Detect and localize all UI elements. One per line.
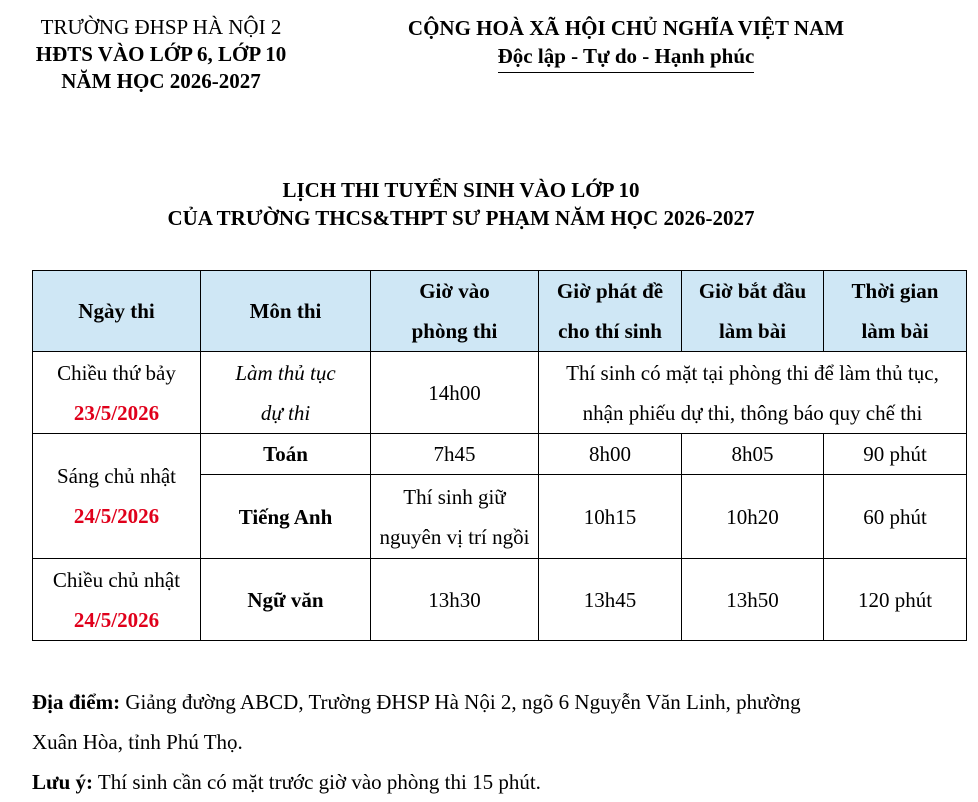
header-room-time-line-2: phòng thi (411, 319, 498, 343)
english-room-time (371, 475, 539, 559)
row1-room-time: 14h00 (371, 352, 539, 434)
row3-date-cell (33, 559, 201, 641)
note-label: Lưu ý: (32, 770, 94, 794)
math-subject: Toán (201, 434, 371, 475)
math-start-time: 8h05 (682, 434, 824, 475)
row2-date-text: Sáng chủ nhật (57, 464, 176, 488)
literature-paper-time: 13h45 (539, 559, 682, 641)
math-duration: 90 phút (824, 434, 967, 475)
english-paper-time: 10h15 (539, 475, 682, 559)
english-subject: Tiếng Anh (201, 475, 371, 559)
location-label: Địa điểm: (32, 690, 121, 714)
literature-room-time: 13h30 (371, 559, 539, 641)
header-subject: Môn thi (201, 271, 371, 352)
note-line (32, 762, 932, 802)
row1-date-text: Chiều thứ bảy (57, 360, 176, 385)
issuer-council: HĐTS VÀO LỚP 6, LỚP 10 (35, 42, 287, 66)
header-start-time-line-2: làm bài (718, 319, 787, 343)
national-motto: Độc lập - Tự do - Hạnh phúc (498, 42, 755, 73)
literature-start-time: 13h50 (682, 559, 824, 641)
header-duration-line-2: làm bài (861, 319, 929, 343)
literature-subject: Ngữ văn (201, 559, 371, 641)
english-duration: 60 phút (824, 475, 967, 559)
header-paper-time (539, 271, 682, 352)
row1-note-line-1: Thí sinh có mặt tại phòng thi để làm thủ tục, (566, 360, 939, 385)
row1-date: 23/5/2026 (73, 400, 160, 425)
issuer-university: TRƯỜNG ĐHSP HÀ NỘI 2 (40, 15, 282, 39)
english-room-time-line-2: nguyên vị trí ngồi (379, 524, 530, 549)
row3-date: 24/5/2026 (73, 607, 160, 632)
header-paper-time-line-1: Giờ phát đề (556, 279, 664, 303)
math-room-time: 7h45 (371, 434, 539, 475)
document-title-line-2: CỦA TRƯỜNG THCS&THPT SƯ PHẠM NĂM HỌC 2026-2027 (167, 206, 755, 230)
header-start-time-line-1: Giờ bắt đầu (698, 279, 807, 303)
note-text: Thí sinh cần có mặt trước giờ vào phòng thi 15 phút. (93, 770, 541, 794)
header-room-time-line-1: Giờ vào (419, 279, 490, 303)
table-row (33, 434, 967, 475)
location-line (32, 682, 932, 722)
row1-note (539, 352, 967, 434)
table-header-row (33, 271, 967, 352)
english-room-time-line-1: Thí sinh giữ (403, 484, 506, 509)
location-line-2: Xuân Hòa, tỉnh Phú Thọ. (32, 730, 243, 754)
table-row (33, 559, 967, 641)
footer-notes (32, 682, 932, 802)
national-header (366, 14, 886, 73)
exam-schedule-table (32, 270, 967, 641)
national-name: CỘNG HOÀ XÃ HỘI CHỦ NGHĨA VIỆT NAM (407, 16, 845, 40)
row1-date-cell (33, 352, 201, 434)
row3-date-text: Chiều chủ nhật (52, 567, 181, 592)
header-date: Ngày thi (33, 271, 201, 352)
row1-note-line-2: nhận phiếu dự thi, thông báo quy chế thi (582, 400, 923, 425)
location-text: Giảng đường ABCD, Trường ĐHSP Hà Nội 2, ngõ 6 Nguyễn Văn Linh, phường (120, 690, 801, 714)
document-title-line-1: LỊCH THI TUYỂN SINH VÀO LỚP 10 (282, 178, 640, 202)
header-paper-time-line-2: cho thí sinh (558, 319, 662, 343)
issuer-school-year: NĂM HỌC 2026-2027 (61, 69, 261, 93)
literature-duration: 120 phút (824, 559, 967, 641)
document-title (0, 176, 922, 232)
row1-subject-line-1: Làm thủ tục (235, 360, 336, 385)
math-paper-time: 8h00 (539, 434, 682, 475)
header-start-time (682, 271, 824, 352)
table-row (33, 352, 967, 434)
english-start-time: 10h20 (682, 475, 824, 559)
issuer-header (0, 14, 322, 95)
row2-date: 24/5/2026 (73, 504, 160, 528)
header-duration-line-1: Thời gian (851, 279, 939, 303)
row1-subject-line-2: dự thi (260, 400, 311, 425)
header-duration (824, 271, 967, 352)
row1-subject-cell (201, 352, 371, 434)
header-room-time (371, 271, 539, 352)
row2-date-cell (33, 434, 201, 559)
